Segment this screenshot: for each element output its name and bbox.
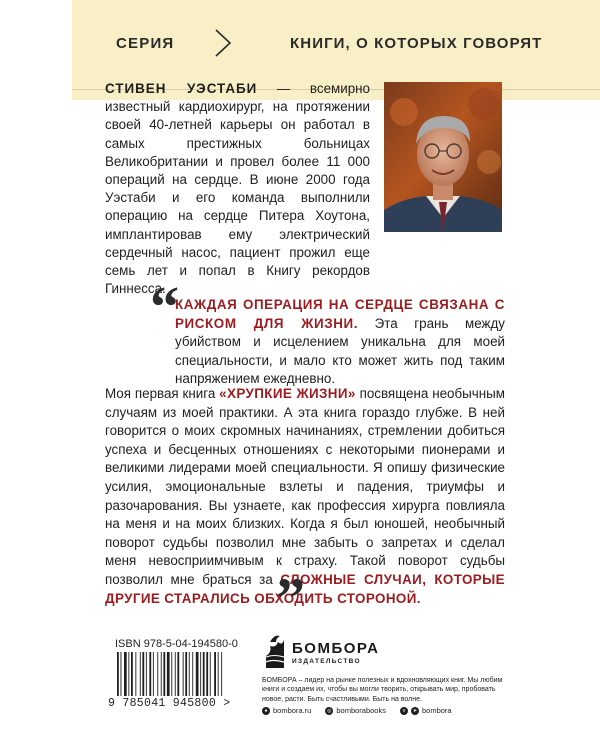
bombora-logo-icon [262,632,288,670]
isbn-label: ISBN 978-5-04-194580-0 [115,638,238,650]
book-title: «ХРУПКИЕ ЖИЗНИ» [219,386,356,401]
barcode-bar [161,652,162,696]
barcode-bar [192,652,193,696]
publisher-name: БОМБОРА [292,640,380,657]
chevron-right-icon [210,28,238,58]
quote-highlight: КАЖДАЯ ОПЕРАЦИЯ НА СЕРДЦЕ СВЯЗАНА С РИСКОМ ДЛЯ ЖИЗНИ. [175,297,505,331]
author-bio [105,80,370,298]
telegram-icon: ➤ [412,707,418,714]
barcode-bar [121,652,122,696]
barcode-bar [210,652,211,696]
closing-highlight: СЛОЖНЫЕ СЛУЧАИ, КОТОРЫЕ ДРУГИЕ СТАРАЛИСЬ ОБХОДИТЬ СТОРОНОЙ. [105,571,505,606]
barcode-bar [175,652,176,696]
author-photo [384,82,502,232]
main-body: посвящена необычным случаям из моей практики. А эта книга гораздо глубже. В ней говорится о моих скромных начинаниях, стремлении добиться успеха и бесценных отношениях с некоторыми пионерами и великими лидерами моей специальности. Я опишу физические усилия, эмоциональные взлеты и падения, триумфы и разочарования. Вы узнаете, как профессия хирурга повлияла на меня и на моих близких. Когда я был юношей, необычный поворот судьбы позволил мне забыть о запретах и сделал меня невосприимчивым к страху. Такой поворот судьбы позволил мне браться за [105,386,505,587]
barcode-bar [189,652,190,696]
social-vk[interactable] [400,706,452,715]
barcode-bar [153,652,154,696]
barcode-bar [117,652,119,696]
social-website[interactable] [262,706,311,715]
barcode-bar [146,652,147,696]
main-paragraph [105,385,505,608]
barcode-number: 9 785041 945800 > [108,697,231,710]
publisher-description: БОМБОРА – лидер на рынке полезных и вдохновляющих книг. Мы любим книги и создаем их, чтобы вы могли творить, открывать мир, пробовать новое, расти. Быть счастливыми. Быть на волне. [262,677,503,703]
barcode-bar [128,652,129,696]
barcode-bar [131,652,133,696]
social-website-label: bombora.ru [273,706,312,715]
barcode [115,652,240,696]
left-double-quote-icon: “ [150,274,179,339]
vk-icon: v [400,707,408,715]
bio-text: — всемирно известный кардиохирург, на протяжении своей 40-летней карьеры он работал в самых престижных больницах Великобритании и провел более 11 000 операций на сердце. В июне 2000 года Уэстаби и его команда выполнили операцию на сердце Питера Хоутона, имплантировав ему электрический сердечный насос, пациент прожил еще семь лет и попал в Книгу рекордов Гиннесса. [105,81,370,297]
barcode-bar [214,652,216,696]
barcode-bar [124,652,127,696]
barcode-bar [200,652,201,696]
barcode-bar [203,652,205,696]
right-double-quote-icon: ” [276,566,305,631]
quote-text: Эта грань между убийством и исцелением уникальна для моей специальности, и мало кто может жить под таким напряжением ежедневно. [175,315,505,387]
pull-quote [175,296,505,389]
globe-icon: ● [262,707,270,715]
barcode-bar [149,652,151,696]
barcode-bar [157,652,158,696]
barcode-bar [218,652,219,696]
barcode-bar [135,652,136,696]
main-intro: Моя первая книга [105,386,220,401]
barcode-bar [221,652,222,696]
social-instagram[interactable] [325,706,386,715]
social-vk-label: bombora [421,706,452,715]
publisher-subtitle: ИЗДАТЕЛЬСТВО [292,658,361,665]
barcode-bar [167,652,170,696]
series-name: КНИГИ, О КОТОРЫХ ГОВОРЯТ [290,35,543,52]
instagram-icon: ◎ [327,707,332,714]
social-instagram-label: bomborabooks [336,706,386,715]
barcode-bar [140,652,141,696]
author-name: СТИВЕН УЭСТАБИ [105,81,258,96]
barcode-bar [163,652,165,696]
barcode-bar [185,652,187,696]
publisher-socials [262,706,512,715]
series-label: СЕРИЯ [116,35,175,52]
barcode-bar [142,652,144,696]
barcode-bar [177,652,179,696]
barcode-bar [171,652,172,696]
barcode-bar [196,652,199,696]
barcode-bar [183,652,184,696]
barcode-bar [206,652,208,696]
